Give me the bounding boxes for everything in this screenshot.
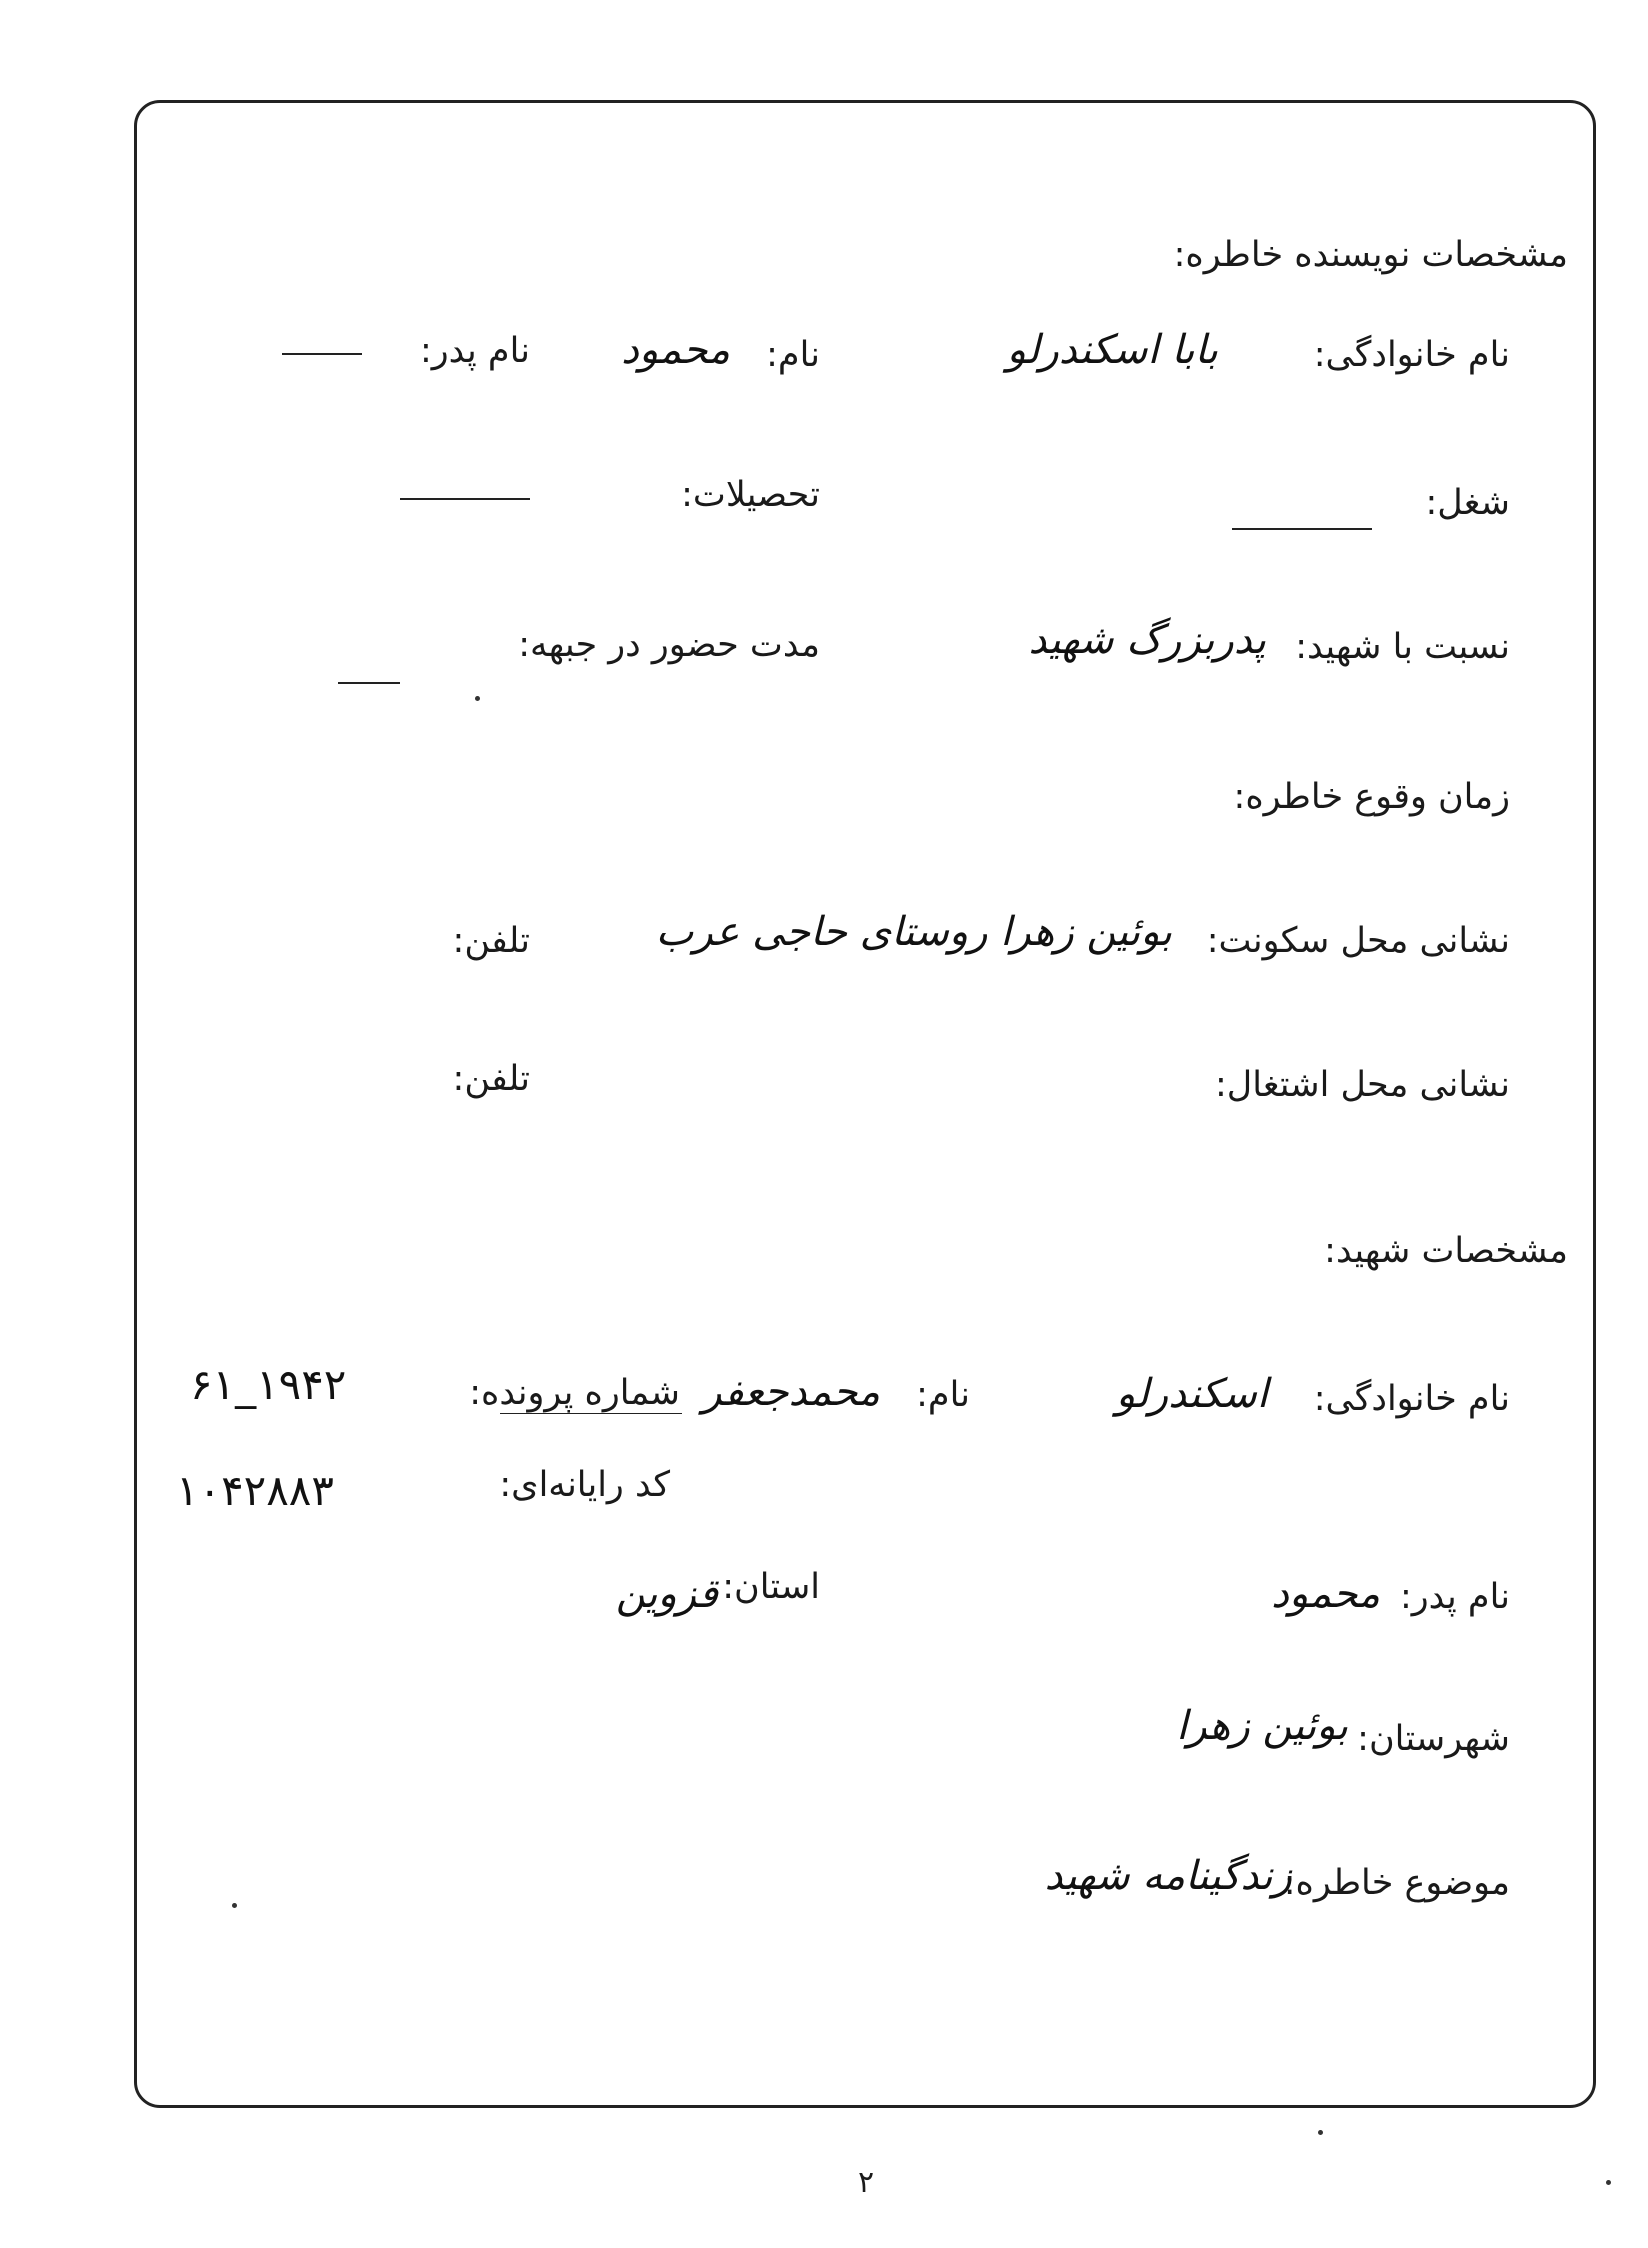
martyr-section-heading: مشخصات شهید: [1324, 1231, 1568, 1271]
martyr-computer-code-label: کد رایانه‌ای: [499, 1465, 670, 1505]
martyr-surname-label: نام خانوادگی: [1313, 1379, 1510, 1419]
martyr-county-value: بوئین زهرا [1176, 1703, 1348, 1749]
writer-name-label: نام: [766, 335, 820, 375]
martyr-province-value: قزوین [615, 1571, 718, 1617]
martyr-name-label: نام: [916, 1375, 970, 1415]
writer-relation-label: نسبت با شهید: [1295, 627, 1510, 667]
martyr-file-number-label: شماره پرونده: [469, 1373, 680, 1413]
martyr-subject-label: موضوع خاطره: [1283, 1863, 1510, 1903]
writer-job-label: شغل: [1425, 483, 1510, 523]
writer-education-blank-line [400, 498, 530, 500]
martyr-name-value: محمدجعفر [702, 1369, 880, 1415]
scan-speck [475, 696, 480, 701]
writer-home-address-value: بوئین زهرا روستای حاجی عرب [655, 909, 1172, 955]
writer-work-phone-label: تلفن: [452, 1059, 530, 1099]
martyr-county-label: شهرستان: [1357, 1719, 1510, 1759]
writer-education-label: تحصیلات: [681, 475, 820, 515]
writer-front-duration-label: مدت حضور در جبهه: [518, 625, 820, 665]
writer-home-address-label: نشانی محل سکونت: [1206, 921, 1510, 961]
martyr-subject-value: زندگینامه شهید [1044, 1853, 1292, 1899]
scan-speck [232, 1903, 237, 1908]
writer-surname-label: نام خانوادگی: [1313, 335, 1510, 375]
writer-front-duration-blank-line [338, 682, 400, 684]
martyr-father-value: محمود [1271, 1571, 1380, 1617]
writer-memory-time-label: زمان وقوع خاطره: [1233, 777, 1510, 817]
writer-name-value: محمود [621, 327, 730, 373]
page-number: ۲ [858, 2165, 875, 2200]
writer-job-blank-line [1232, 528, 1372, 530]
writer-section-heading: مشخصات نویسنده خاطره: [1173, 235, 1568, 275]
writer-work-address-label: نشانی محل اشتغال: [1214, 1065, 1510, 1105]
writer-home-phone-label: تلفن: [452, 921, 530, 961]
martyr-file-number-value: ۶۱_۱۹۴۲ [190, 1360, 347, 1409]
martyr-father-label: نام پدر: [1399, 1577, 1510, 1617]
martyr-province-label: استان: [722, 1567, 820, 1607]
writer-surname-value: بابا اسکندرلو [1006, 327, 1218, 373]
scan-speck [1606, 2180, 1611, 2185]
writer-relation-value: پدربزرگ شهید [1028, 617, 1266, 663]
martyr-file-number-underline [500, 1413, 682, 1414]
martyr-surname-value: اسکندرلو [1116, 1371, 1268, 1417]
scan-speck [1318, 2130, 1323, 2135]
writer-father-blank-line [282, 353, 362, 355]
writer-father-label: نام پدر: [419, 331, 530, 371]
martyr-computer-code-value: ۱۰۴۲۸۸۳ [176, 1466, 334, 1515]
